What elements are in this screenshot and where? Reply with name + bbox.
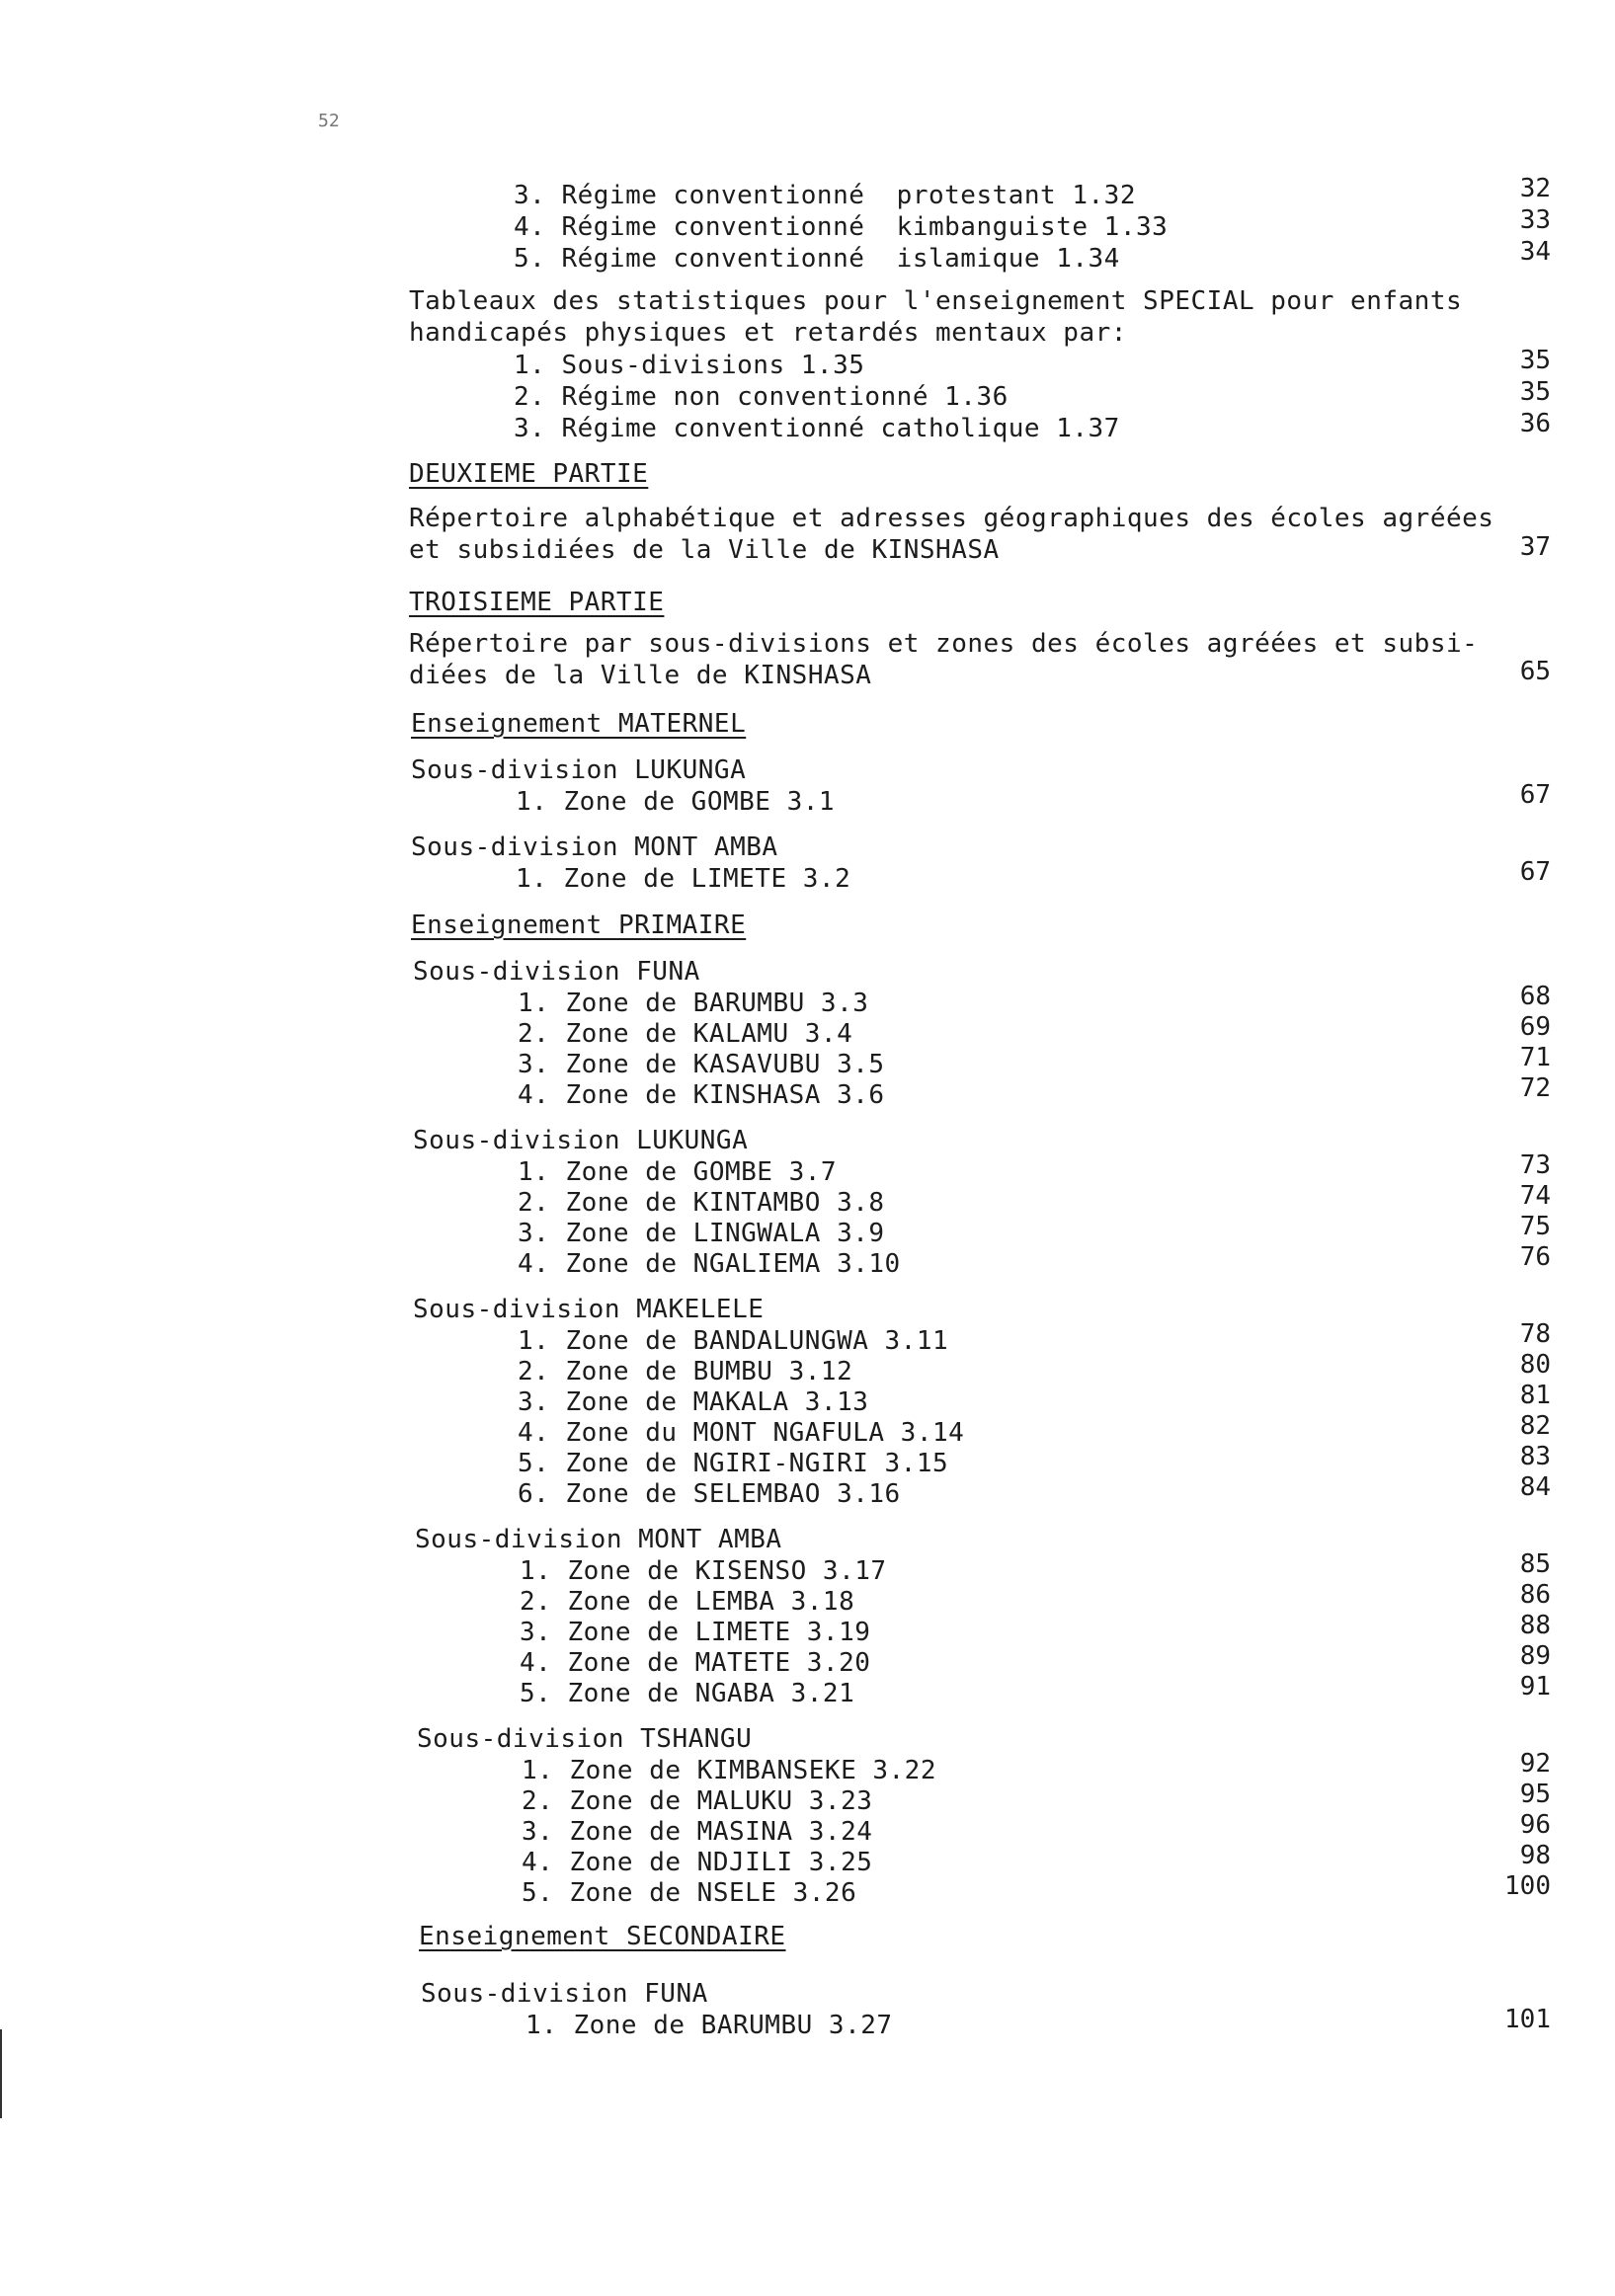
subdivision-name: Sous-division MONT AMBA: [415, 1525, 782, 1554]
page-number: 78: [1519, 1319, 1551, 1349]
section-text: Répertoire alphabétique et adresses géographiques des écoles agréées: [409, 504, 1494, 533]
page-number: 72: [1519, 1073, 1551, 1103]
toc-entry: 1. Zone de KISENSO 3.17: [520, 1556, 887, 1586]
toc-entry: 4. Zone du MONT NGAFULA 3.14: [518, 1418, 965, 1448]
page-number: 88: [1519, 1611, 1551, 1640]
subdivision-name: Sous-division TSHANGU: [417, 1724, 753, 1754]
page-number: 37: [1519, 532, 1551, 562]
section-text: Répertoire par sous-divisions et zones des écoles agréées et subsi-: [409, 629, 1479, 659]
toc-entry: 4. Régime conventionné kimbanguiste 1.33: [514, 212, 1169, 242]
toc-entry: 1. Zone de GOMBE 3.7: [518, 1157, 838, 1187]
subdivision-name: Sous-division MAKELELE: [413, 1295, 765, 1324]
page-number: 74: [1519, 1181, 1551, 1211]
binding-edge-mark: [0, 2029, 2, 2118]
toc-entry: 1. Zone de BANDALUNGWA 3.11: [518, 1326, 949, 1356]
toc-entry: 6. Zone de SELEMBAO 3.16: [518, 1479, 901, 1509]
page-number: 71: [1519, 1043, 1551, 1072]
page-number: 65: [1519, 657, 1551, 686]
subdivision-name: Sous-division LUKUNGA: [411, 755, 747, 785]
toc-entry: 1. Zone de KIMBANSEKE 3.22: [522, 1756, 936, 1785]
section-title: Enseignement SECONDAIRE: [419, 1922, 786, 1951]
section-title: Enseignement MATERNEL: [411, 709, 747, 739]
page-number: 36: [1519, 409, 1551, 438]
part-title: TROISIEME PARTIE: [409, 588, 665, 617]
toc-entry: 1. Zone de LIMETE 3.2: [516, 864, 851, 894]
toc-entry: 2. Zone de KALAMU 3.4: [518, 1019, 853, 1049]
page-number: 32: [1519, 174, 1551, 203]
page-number: 80: [1519, 1350, 1551, 1380]
toc-entry: 1. Zone de GOMBE 3.1: [516, 787, 836, 817]
toc-entry: 3. Régime conventionné protestant 1.32: [514, 181, 1136, 210]
page-number: 67: [1519, 857, 1551, 887]
page-number: 69: [1519, 1012, 1551, 1042]
toc-entry: 3. Zone de MAKALA 3.13: [518, 1387, 869, 1417]
toc-entry: 5. Régime conventionné islamique 1.34: [514, 244, 1120, 274]
section-text: handicapés physiques et retardés mentaux par:: [409, 318, 1127, 348]
toc-entry: 2. Zone de MALUKU 3.23: [522, 1786, 873, 1816]
toc-entry: 3. Zone de MASINA 3.24: [522, 1817, 873, 1847]
toc-entry: 4. Zone de MATETE 3.20: [520, 1648, 871, 1678]
page-number: 91: [1519, 1672, 1551, 1702]
section-title: Enseignement PRIMAIRE: [411, 910, 747, 940]
toc-entry: 2. Régime non conventionné 1.36: [514, 382, 1009, 412]
toc-entry: 2. Zone de KINTAMBO 3.8: [518, 1188, 885, 1218]
page-number: 98: [1519, 1841, 1551, 1870]
page-number: 35: [1519, 377, 1551, 407]
toc-entry: 4. Zone de KINSHASA 3.6: [518, 1080, 885, 1110]
page-number: 100: [1504, 1871, 1551, 1901]
page-number: 95: [1519, 1780, 1551, 1809]
subdivision-name: Sous-division LUKUNGA: [413, 1126, 749, 1155]
page-number: 96: [1519, 1810, 1551, 1840]
page-number: 35: [1519, 346, 1551, 375]
toc-entry: 4. Zone de NGALIEMA 3.10: [518, 1249, 901, 1279]
page-number: 85: [1519, 1549, 1551, 1579]
page-number: 34: [1519, 237, 1551, 267]
page-number: 76: [1519, 1242, 1551, 1272]
page-number: 101: [1504, 2005, 1551, 2034]
toc-entry: 5. Zone de NGABA 3.21: [520, 1679, 855, 1708]
page-number: 83: [1519, 1442, 1551, 1471]
subdivision-name: Sous-division FUNA: [421, 1979, 708, 2009]
page-marker: 52: [318, 111, 340, 131]
toc-entry: 3. Zone de LIMETE 3.19: [520, 1618, 871, 1647]
page-number: 92: [1519, 1749, 1551, 1779]
page-number: 73: [1519, 1150, 1551, 1180]
page-number: 86: [1519, 1580, 1551, 1610]
toc-entry: 4. Zone de NDJILI 3.25: [522, 1848, 873, 1877]
toc-entry: 5. Zone de NGIRI-NGIRI 3.15: [518, 1449, 949, 1478]
toc-entry: 2. Zone de BUMBU 3.12: [518, 1357, 853, 1386]
section-text: et subsidiées de la Ville de KINSHASA: [409, 535, 1000, 565]
page-number: 81: [1519, 1381, 1551, 1410]
page-number: 82: [1519, 1411, 1551, 1441]
toc-entry: 3. Zone de KASAVUBU 3.5: [518, 1050, 885, 1079]
page-number: 89: [1519, 1641, 1551, 1671]
subdivision-name: Sous-division MONT AMBA: [411, 832, 778, 862]
page-number: 68: [1519, 982, 1551, 1011]
toc-entry: 2. Zone de LEMBA 3.18: [520, 1587, 855, 1617]
part-title: DEUXIEME PARTIE: [409, 459, 649, 489]
page-number: 33: [1519, 205, 1551, 235]
toc-entry: 1. Zone de BARUMBU 3.3: [518, 989, 869, 1018]
page-number: 75: [1519, 1212, 1551, 1241]
toc-entry: 5. Zone de NSELE 3.26: [522, 1878, 857, 1908]
section-text: diées de la Ville de KINSHASA: [409, 661, 872, 690]
page-number: 84: [1519, 1472, 1551, 1502]
toc-entry: 1. Zone de BARUMBU 3.27: [525, 2011, 893, 2040]
toc-entry: 3. Régime conventionné catholique 1.37: [514, 414, 1120, 443]
subdivision-name: Sous-division FUNA: [413, 957, 700, 987]
page-number: 67: [1519, 780, 1551, 810]
toc-entry: 3. Zone de LINGWALA 3.9: [518, 1219, 885, 1248]
toc-entry: 1. Sous-divisions 1.35: [514, 351, 865, 380]
section-text: Tableaux des statistiques pour l'enseignement SPECIAL pour enfants: [409, 286, 1463, 316]
